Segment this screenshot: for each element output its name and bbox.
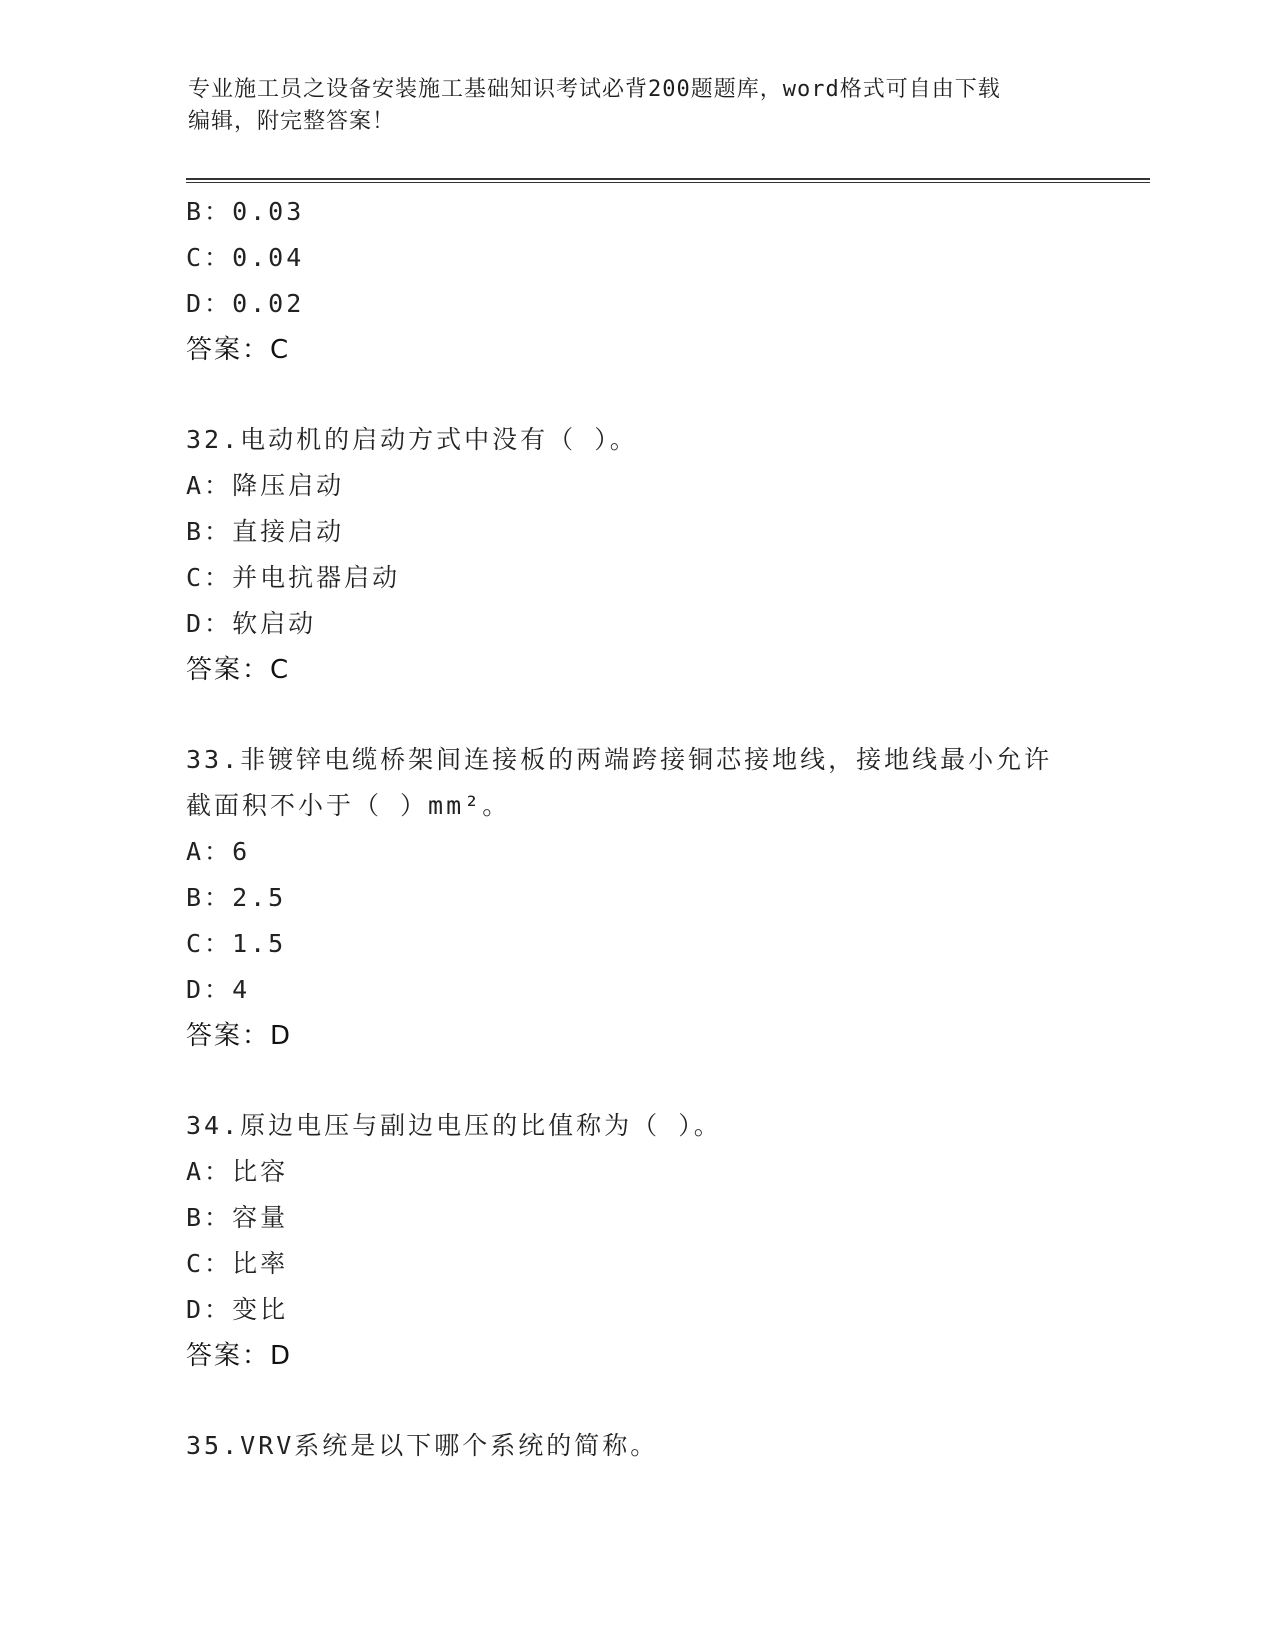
option-b: B：0.03 <box>186 197 305 226</box>
question-32 <box>186 417 1150 693</box>
question-stem: 35.VRV系统是以下哪个系统的简称。 <box>186 1431 659 1460</box>
answer-label: 答案：C <box>186 655 291 685</box>
option-d: D：4 <box>186 975 251 1004</box>
answer-label: 答案：C <box>186 335 291 365</box>
option-d: D：软启动 <box>186 609 317 638</box>
question-list <box>186 189 1150 1469</box>
option-b: B：容量 <box>186 1203 289 1232</box>
question-31-continued <box>186 189 1150 373</box>
option-c: C：1.5 <box>186 929 287 958</box>
answer-label: 答案：D <box>186 1341 293 1371</box>
document-title <box>188 74 1068 138</box>
question-33 <box>186 737 1150 1059</box>
option-a: A：6 <box>186 837 251 866</box>
question-stem: 32.电动机的启动方式中没有（ ）。 <box>186 425 638 454</box>
question-35 <box>186 1423 1150 1469</box>
question-34 <box>186 1103 1150 1379</box>
answer-label: 答案：D <box>186 1021 293 1051</box>
option-c: C：0.04 <box>186 243 305 272</box>
title-line-1: 专业施工员之设备安装施工基础知识考试必背200题题库，word格式可自由下载 <box>188 77 1001 102</box>
option-b: B：2.5 <box>186 883 287 912</box>
option-d: D：0.02 <box>186 289 305 318</box>
option-c: C：比率 <box>186 1249 289 1278</box>
header-divider <box>186 178 1150 183</box>
option-a: A：比容 <box>186 1157 289 1186</box>
option-b: B：直接启动 <box>186 517 345 546</box>
option-a: A：降压启动 <box>186 471 345 500</box>
option-d: D：变比 <box>186 1295 289 1324</box>
option-c: C：并电抗器启动 <box>186 563 401 592</box>
question-stem: 33.非镀锌电缆桥架间连接板的两端跨接铜芯接地线，接地线最小允许 截面积不小于（ ）mm²。 <box>186 745 1053 820</box>
question-stem: 34.原边电压与副边电压的比值称为（ ）。 <box>186 1111 722 1140</box>
title-line-2: 编辑，附完整答案！ <box>188 109 396 134</box>
